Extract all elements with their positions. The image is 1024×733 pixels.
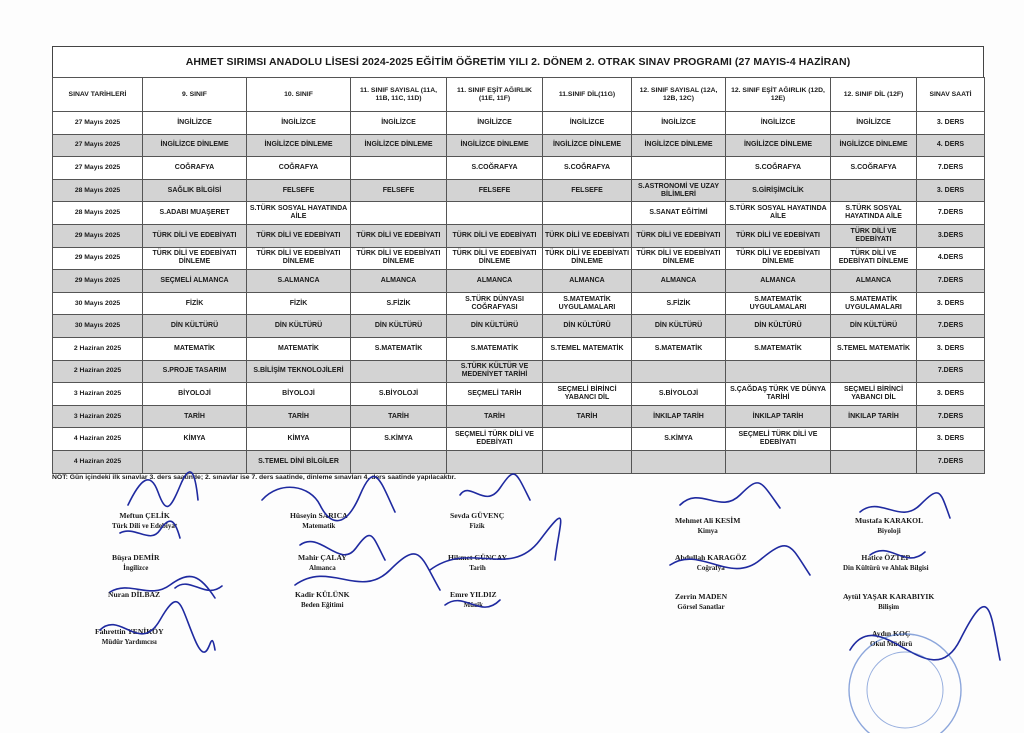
exam-schedule-sheet <box>52 46 984 474</box>
exam-subject-cell: DİN KÜLTÜRÜ <box>726 315 831 338</box>
exam-subject-cell: TARİH <box>543 405 632 428</box>
schedule-note: NOT: Gün içindeki ilk sınavlar 3. ders saatinde; 2. sınavlar ise 7. ders saatinde, dinleme sınavları 4. ders saatinde yapılacaktır. <box>52 474 456 481</box>
exam-subject-cell: S.MATEMATİK UYGULAMALARI <box>726 292 831 315</box>
exam-subject-cell: S.ÇAĞDAŞ TÜRK VE DÜNYA TARİHİ <box>726 383 831 406</box>
exam-subject-cell: TÜRK DİLİ VE EDEBİYATI DİNLEME <box>143 247 247 270</box>
exam-subject-cell: İNGİLİZCE <box>632 112 726 135</box>
signer-name: Hatice ÖZTEP <box>861 553 911 562</box>
exam-subject-cell: MATEMATİK <box>247 337 351 360</box>
exam-subject-cell: S.MATEMATİK <box>726 337 831 360</box>
signature-block <box>290 511 348 531</box>
signature-block <box>298 553 347 573</box>
exam-subject-cell: ALMANCA <box>632 270 726 293</box>
exam-subject-cell: S.COĞRAFYA <box>831 157 917 180</box>
exam-subject-cell: S.KİMYA <box>351 428 447 451</box>
exam-subject-cell <box>447 450 543 473</box>
exam-subject-cell: S.MATEMATİK UYGULAMALARI <box>831 292 917 315</box>
exam-period-cell: 3. DERS <box>917 179 985 202</box>
exam-subject-cell: İNGİLİZCE DİNLEME <box>143 134 247 157</box>
signer-name: Sevda GÜVENÇ <box>450 511 505 520</box>
exam-subject-cell <box>351 157 447 180</box>
signer-role: Fizik <box>469 522 485 530</box>
table-row <box>53 179 985 202</box>
exam-subject-cell: S.TÜRK KÜLTÜR VE MEDENİYET TARİHİ <box>447 360 543 383</box>
exam-subject-cell: COĞRAFYA <box>247 157 351 180</box>
exam-subject-cell: TÜRK DİLİ VE EDEBİYATI <box>632 224 726 247</box>
exam-subject-cell <box>447 202 543 225</box>
exam-subject-cell: TÜRK DİLİ VE EDEBİYATI DİNLEME <box>447 247 543 270</box>
exam-subject-cell: S.TÜRK DÜNYASI COĞRAFYASI <box>447 292 543 315</box>
exam-subject-cell: S.MATEMATİK <box>447 337 543 360</box>
exam-subject-cell: DİN KÜLTÜRÜ <box>247 315 351 338</box>
exam-subject-cell: İNGİLİZCE DİNLEME <box>726 134 831 157</box>
exam-subject-cell: TÜRK DİLİ VE EDEBİYATI DİNLEME <box>831 247 917 270</box>
exam-subject-cell: SEÇMELİ TÜRK DİLİ VE EDEBİYATI <box>726 428 831 451</box>
signature-block <box>108 590 160 600</box>
exam-subject-cell: S.COĞRAFYA <box>543 157 632 180</box>
exam-period-cell: 7.DERS <box>917 315 985 338</box>
exam-subject-cell: S.BİLİŞİM TEKNOLOJİLERİ <box>247 360 351 383</box>
signer-role: Okul Müdürü <box>870 640 913 648</box>
exam-date-cell: 30 Mayıs 2025 <box>53 315 143 338</box>
signer-name: Zerrin MADEN <box>675 592 728 601</box>
exam-date-cell: 3 Haziran 2025 <box>53 405 143 428</box>
exam-period-cell: 3.DERS <box>917 224 985 247</box>
exam-subject-cell: S.COĞRAFYA <box>726 157 831 180</box>
exam-subject-cell: İNGİLİZCE DİNLEME <box>247 134 351 157</box>
exam-subject-cell <box>632 450 726 473</box>
signature-block <box>675 553 747 573</box>
exam-subject-cell: SEÇMELİ TÜRK DİLİ VE EDEBİYATI <box>447 428 543 451</box>
exam-date-cell: 29 Mayıs 2025 <box>53 270 143 293</box>
exam-subject-cell: FELSEFE <box>247 179 351 202</box>
exam-subject-cell: S.GİRİŞİMCİLİK <box>726 179 831 202</box>
exam-subject-cell: FELSEFE <box>351 179 447 202</box>
signer-name: Aydın KOÇ <box>871 629 911 638</box>
exam-subject-cell: SEÇMELİ ALMANCA <box>143 270 247 293</box>
exam-date-cell: 28 Mayıs 2025 <box>53 202 143 225</box>
signature-scribble <box>680 483 780 508</box>
signer-role: Din Kültürü ve Ahlak Bilgisi <box>843 564 929 572</box>
exam-subject-cell <box>831 428 917 451</box>
signer-role: İngilizce <box>123 564 149 572</box>
exam-subject-cell: İNGİLİZCE DİNLEME <box>543 134 632 157</box>
signer-role: Kimya <box>697 527 718 535</box>
signer-name: Aytül YAŞAR KARABIYIK <box>843 592 935 601</box>
exam-subject-cell: COĞRAFYA <box>143 157 247 180</box>
column-header: 11. SINIF SAYISAL (11A, 11B, 11C, 11D) <box>351 78 447 112</box>
exam-subject-cell: S.TÜRK SOSYAL HAYATINDA AİLE <box>726 202 831 225</box>
signature-block <box>843 553 929 573</box>
exam-subject-cell: KİMYA <box>247 428 351 451</box>
exam-subject-cell <box>351 450 447 473</box>
exam-subject-cell: İNGİLİZCE DİNLEME <box>831 134 917 157</box>
exam-subject-cell: FİZİK <box>143 292 247 315</box>
exam-subject-cell: İNGİLİZCE <box>143 112 247 135</box>
signer-name: Abdullah KARAGÖZ <box>675 553 747 562</box>
exam-date-cell: 2 Haziran 2025 <box>53 337 143 360</box>
exam-subject-cell: DİN KÜLTÜRÜ <box>351 315 447 338</box>
exam-subject-cell: KİMYA <box>143 428 247 451</box>
exam-date-cell: 29 Mayıs 2025 <box>53 247 143 270</box>
table-row <box>53 112 985 135</box>
exam-period-cell: 7.DERS <box>917 405 985 428</box>
schedule-table <box>52 77 985 474</box>
exam-subject-cell: ALMANCA <box>351 270 447 293</box>
exam-date-cell: 3 Haziran 2025 <box>53 383 143 406</box>
signature-block <box>112 553 159 573</box>
exam-subject-cell: TÜRK DİLİ VE EDEBİYATI DİNLEME <box>632 247 726 270</box>
signer-role: Matematik <box>302 522 336 530</box>
column-header: 9. SINIF <box>143 78 247 112</box>
exam-subject-cell: BİYOLOJİ <box>247 383 351 406</box>
exam-subject-cell: TÜRK DİLİ VE EDEBİYATI DİNLEME <box>247 247 351 270</box>
exam-subject-cell <box>543 450 632 473</box>
signature-block <box>450 590 497 610</box>
exam-subject-cell: MATEMATİK <box>143 337 247 360</box>
exam-subject-cell: S.BİYOLOJİ <box>351 383 447 406</box>
signer-name: Büşra DEMİR <box>112 553 160 562</box>
exam-subject-cell: S.TEMEL MATEMATİK <box>831 337 917 360</box>
table-row <box>53 360 985 383</box>
signature-scribble <box>860 493 950 518</box>
table-row <box>53 157 985 180</box>
exam-period-cell: 3. DERS <box>917 337 985 360</box>
table-row <box>53 450 985 473</box>
exam-subject-cell: ALMANCA <box>543 270 632 293</box>
exam-subject-cell: SEÇMELİ BİRİNCİ YABANCI DİL <box>543 383 632 406</box>
signer-name: Emre YILDIZ <box>450 590 497 599</box>
signer-name: Nuran DİLBAZ <box>108 590 161 599</box>
exam-subject-cell: S.KİMYA <box>632 428 726 451</box>
exam-subject-cell: S.MATEMATİK <box>632 337 726 360</box>
exam-period-cell: 3. DERS <box>917 112 985 135</box>
column-header: 12. SINIF SAYISAL (12A, 12B, 12C) <box>632 78 726 112</box>
exam-subject-cell: TARİH <box>447 405 543 428</box>
signer-role: Bilişim <box>878 603 900 611</box>
signature-scribble <box>460 474 530 500</box>
schedule-title: AHMET SIRIMSI ANADOLU LİSESİ 2024-2025 EĞİTİM ÖĞRETİM YILI 2. DÖNEM 2. OTRAK SINAV PROGRAMI (27 MAYIS-4 HAZİRAN) <box>52 46 984 77</box>
signature-block <box>675 592 727 612</box>
exam-subject-cell: TÜRK DİLİ VE EDEBİYATI <box>143 224 247 247</box>
signature-block <box>855 516 923 536</box>
exam-subject-cell: TÜRK DİLİ VE EDEBİYATI <box>543 224 632 247</box>
exam-subject-cell: S.MATEMATİK <box>351 337 447 360</box>
table-row <box>53 247 985 270</box>
signer-name: Hikmet GÜNCAY <box>448 553 507 562</box>
signer-name: Mahir ÇALAY <box>298 553 347 562</box>
exam-period-cell: 3. DERS <box>917 428 985 451</box>
column-header: 11.SINIF DİL(11G) <box>543 78 632 112</box>
exam-subject-cell: SAĞLIK BİLGİSİ <box>143 179 247 202</box>
exam-subject-cell: İNGİLİZCE <box>351 112 447 135</box>
exam-subject-cell <box>351 360 447 383</box>
signer-role: Coğrafya <box>696 564 725 572</box>
exam-subject-cell: İNGİLİZCE DİNLEME <box>632 134 726 157</box>
exam-date-cell: 27 Mayıs 2025 <box>53 157 143 180</box>
exam-subject-cell <box>143 450 247 473</box>
official-seal-inner <box>867 652 943 728</box>
exam-date-cell: 4 Haziran 2025 <box>53 428 143 451</box>
exam-period-cell: 7.DERS <box>917 202 985 225</box>
exam-subject-cell: S.TÜRK SOSYAL HAYATINDA AİLE <box>247 202 351 225</box>
table-row <box>53 405 985 428</box>
table-row <box>53 315 985 338</box>
exam-subject-cell <box>726 360 831 383</box>
exam-date-cell: 27 Mayıs 2025 <box>53 112 143 135</box>
exam-subject-cell: FİZİK <box>247 292 351 315</box>
column-header: 12. SINIF DİL (12F) <box>831 78 917 112</box>
exam-date-cell: 29 Mayıs 2025 <box>53 224 143 247</box>
signer-role: Müdür Yardımcısı <box>101 638 157 646</box>
signature-block <box>843 592 934 612</box>
exam-subject-cell: İNGİLİZCE DİNLEME <box>351 134 447 157</box>
exam-subject-cell: TÜRK DİLİ VE EDEBİYATI DİNLEME <box>726 247 831 270</box>
signer-name: Mehmet Ali KESİM <box>675 516 741 525</box>
exam-subject-cell: S.FİZİK <box>632 292 726 315</box>
exam-subject-cell <box>632 157 726 180</box>
exam-subject-cell: TÜRK DİLİ VE EDEBİYATI DİNLEME <box>351 247 447 270</box>
column-header: 10. SINIF <box>247 78 351 112</box>
exam-subject-cell: İNGİLİZCE <box>543 112 632 135</box>
exam-subject-cell <box>543 428 632 451</box>
signer-name: Fahrettin YENİKÖY <box>95 627 164 636</box>
exam-subject-cell: S.SANAT EĞİTİMİ <box>632 202 726 225</box>
exam-subject-cell: S.ADABI MUAŞERET <box>143 202 247 225</box>
signer-role: Almanca <box>308 564 336 572</box>
exam-subject-cell <box>831 360 917 383</box>
signature-block <box>295 590 350 610</box>
exam-subject-cell: DİN KÜLTÜRÜ <box>831 315 917 338</box>
exam-subject-cell: TARİH <box>351 405 447 428</box>
exam-subject-cell: ALMANCA <box>726 270 831 293</box>
signer-name: Meftun ÇELİK <box>119 511 170 520</box>
table-row <box>53 428 985 451</box>
exam-period-cell: 7.DERS <box>917 360 985 383</box>
column-header: 12. SINIF EŞİT AĞIRLIK (12D, 12E) <box>726 78 831 112</box>
exam-subject-cell: İNGİLİZCE <box>247 112 351 135</box>
exam-subject-cell: DİN KÜLTÜRÜ <box>632 315 726 338</box>
signer-name: Mustafa KARAKOL <box>855 516 924 525</box>
table-row <box>53 270 985 293</box>
signature-block <box>450 511 504 531</box>
exam-subject-cell: İNKILAP TARİH <box>831 405 917 428</box>
exam-period-cell: 3. DERS <box>917 383 985 406</box>
exam-subject-cell <box>351 202 447 225</box>
exam-subject-cell: S.ALMANCA <box>247 270 351 293</box>
exam-subject-cell <box>543 360 632 383</box>
exam-subject-cell: S.TEMEL DİNİ BİLGİLER <box>247 450 351 473</box>
signature-block <box>112 511 177 531</box>
signer-role: Biyoloji <box>877 527 901 535</box>
column-header: SINAV TARİHLERİ <box>53 78 143 112</box>
exam-subject-cell <box>831 179 917 202</box>
exam-subject-cell: S.ASTRONOMİ VE UZAY BİLİMLERİ <box>632 179 726 202</box>
exam-subject-cell <box>831 450 917 473</box>
exam-subject-cell: S.FİZİK <box>351 292 447 315</box>
exam-date-cell: 2 Haziran 2025 <box>53 360 143 383</box>
exam-subject-cell: TARİH <box>143 405 247 428</box>
exam-subject-cell: TÜRK DİLİ VE EDEBİYATI <box>726 224 831 247</box>
signature-block <box>448 553 507 573</box>
signer-role: Görsel Sanatlar <box>677 603 725 611</box>
exam-date-cell: 27 Mayıs 2025 <box>53 134 143 157</box>
column-header: SINAV SAATİ <box>917 78 985 112</box>
exam-subject-cell: TÜRK DİLİ VE EDEBİYATI <box>447 224 543 247</box>
exam-subject-cell: S.PROJE TASARIM <box>143 360 247 383</box>
exam-period-cell: 4. DERS <box>917 134 985 157</box>
exam-subject-cell <box>543 202 632 225</box>
signer-role: Beden Eğitimi <box>300 601 344 609</box>
exam-subject-cell: FELSEFE <box>543 179 632 202</box>
exam-subject-cell: İNGİLİZCE DİNLEME <box>447 134 543 157</box>
exam-date-cell: 30 Mayıs 2025 <box>53 292 143 315</box>
exam-subject-cell: TÜRK DİLİ VE EDEBİYATI DİNLEME <box>543 247 632 270</box>
signer-name: Kadir KÜLÜNK <box>295 590 350 599</box>
table-row <box>53 224 985 247</box>
exam-period-cell: 7.DERS <box>917 270 985 293</box>
exam-subject-cell: İNGİLİZCE <box>831 112 917 135</box>
signer-role: Tarih <box>469 564 486 572</box>
table-row <box>53 383 985 406</box>
exam-subject-cell <box>726 450 831 473</box>
exam-subject-cell: S.MATEMATİK UYGULAMALARI <box>543 292 632 315</box>
column-header: 11. SINIF EŞİT AĞIRLIK (11E, 11F) <box>447 78 543 112</box>
exam-subject-cell: DİN KÜLTÜRÜ <box>143 315 247 338</box>
exam-subject-cell: TÜRK DİLİ VE EDEBİYATI <box>247 224 351 247</box>
exam-subject-cell: SEÇMELİ TARİH <box>447 383 543 406</box>
exam-subject-cell: S.COĞRAFYA <box>447 157 543 180</box>
exam-date-cell: 4 Haziran 2025 <box>53 450 143 473</box>
exam-subject-cell: TÜRK DİLİ VE EDEBİYATI <box>831 224 917 247</box>
signature-block <box>675 516 740 536</box>
exam-subject-cell: TARİH <box>247 405 351 428</box>
table-row <box>53 202 985 225</box>
exam-subject-cell: İNGİLİZCE <box>447 112 543 135</box>
exam-period-cell: 4.DERS <box>917 247 985 270</box>
exam-subject-cell <box>632 360 726 383</box>
header-row <box>53 78 985 112</box>
exam-subject-cell: ALMANCA <box>447 270 543 293</box>
exam-subject-cell: S.TÜRK SOSYAL HAYATINDA AİLE <box>831 202 917 225</box>
exam-subject-cell: FELSEFE <box>447 179 543 202</box>
table-row <box>53 134 985 157</box>
signer-name: Hüseyin SARICA <box>290 511 348 520</box>
exam-subject-cell: İNKILAP TARİH <box>726 405 831 428</box>
signer-role: Müzik <box>463 601 484 609</box>
exam-subject-cell: DİN KÜLTÜRÜ <box>543 315 632 338</box>
signature-block <box>870 629 912 649</box>
exam-subject-cell: DİN KÜLTÜRÜ <box>447 315 543 338</box>
exam-subject-cell: TÜRK DİLİ VE EDEBİYATI <box>351 224 447 247</box>
exam-subject-cell: İNKILAP TARİH <box>632 405 726 428</box>
exam-subject-cell: BİYOLOJİ <box>143 383 247 406</box>
exam-subject-cell: ALMANCA <box>831 270 917 293</box>
exam-subject-cell: İNGİLİZCE <box>726 112 831 135</box>
signer-role: Türk Dili ve Edebiyat <box>112 522 178 530</box>
exam-subject-cell: SEÇMELİ BİRİNCİ YABANCI DİL <box>831 383 917 406</box>
signature-block <box>95 627 164 647</box>
exam-subject-cell: S.BİYOLOJİ <box>632 383 726 406</box>
exam-date-cell: 28 Mayıs 2025 <box>53 179 143 202</box>
exam-period-cell: 7.DERS <box>917 450 985 473</box>
exam-period-cell: 7.DERS <box>917 157 985 180</box>
exam-period-cell: 3. DERS <box>917 292 985 315</box>
table-row <box>53 337 985 360</box>
table-row <box>53 292 985 315</box>
exam-subject-cell: S.TEMEL MATEMATİK <box>543 337 632 360</box>
